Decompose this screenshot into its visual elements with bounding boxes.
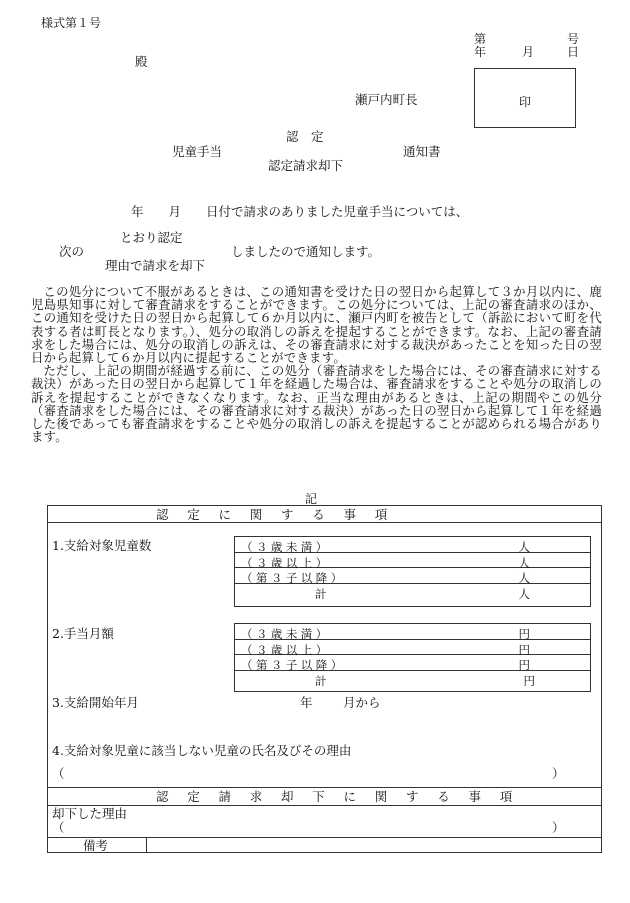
notice-text	[31, 285, 602, 443]
item4-paren-open: （	[52, 766, 65, 781]
row-label: （３歳未満）	[241, 540, 331, 554]
nintei-heading: 認 定 に 関 す る 事 項	[156, 507, 391, 522]
intro-tsugi-no: 次の	[59, 244, 85, 259]
item3-month-from: 月から	[343, 695, 381, 710]
table-row	[235, 537, 590, 553]
issuer-name: 瀬戸内町長	[355, 92, 418, 107]
item1-label: 1.支給対象児童数	[52, 538, 152, 553]
row-label: 計	[315, 586, 330, 601]
child-count-table	[234, 536, 591, 607]
addressee-suffix: 殿	[135, 54, 148, 69]
seal-mark: 印	[518, 95, 531, 109]
item3-label: 3.支給開始年月	[52, 695, 139, 710]
date-year: 年	[474, 45, 487, 59]
item4-paren-close: ）	[552, 766, 565, 781]
table-row	[235, 553, 590, 569]
divider	[146, 837, 147, 853]
row-label: （３歳未満）	[241, 627, 331, 641]
form-number: 様式第１号	[41, 16, 102, 30]
intro-middle: しましたので通知します。	[231, 244, 381, 259]
divider	[47, 522, 602, 523]
seal-box	[474, 68, 576, 128]
notice-paragraph-1: この処分について不服があるときは、この通知書を受けた日の翌日から起算して３か月以内に、鹿児島県知事に対して審査請求をすることができます。この処分については、上記の審査請求のほか、この通知を受けた日の翌日から起算して６か月以内に、瀬戸内町を被告として（訴訟において町を代表する者は町長となります。）、処分の取消しの訴えを提起することができます。なお、上記の審査請求をした場合には、処分の取消しの訴えは、その審査請求に対する裁決があったことを知った日の翌日から起算して６か月以内に提起することができます。	[31, 284, 602, 366]
table-row	[235, 671, 590, 687]
row-unit: 円	[523, 673, 535, 688]
table-row	[235, 568, 590, 584]
row-label: （第３子以降）	[241, 571, 346, 585]
row-label: （３歳以上）	[241, 555, 331, 570]
table-row	[235, 655, 590, 671]
kyakka-heading: 認 定 請 求 却 下 に 関 す る 事 項	[156, 789, 516, 804]
item4-label: 4.支給対象児童に該当しない児童の氏名及びその理由	[52, 743, 352, 758]
row-unit: 人	[518, 555, 530, 570]
row-label: 計	[315, 673, 330, 688]
title-upper: 認 定	[286, 129, 324, 144]
notice-paragraph-2: ただし、上記の期間が経過する前に、この処分（審査請求をした場合には、その審査請求に対する裁決）があった日の翌日から起算して１年を経過した場合は、審査請求をすることや処分の取消しの訴えを提起することができなくなります。なお、正当な理由があるときは、上記の期間やこの処分（審査請求をした場合には、その審査請求に対する裁決）があった日の翌日から起算して１年を経過した後であっても審査請求をすることや処分の取消しの訴えを提起することが認められる場合があります。	[31, 363, 602, 445]
intro-choice-upper: とおり認定	[120, 230, 183, 245]
divider	[47, 837, 602, 838]
date-day: 日	[567, 45, 580, 59]
number-dai: 第	[474, 32, 487, 46]
title-left: 児童手当	[172, 144, 223, 159]
ki-label: 記	[305, 492, 318, 506]
kyakka-paren-open: （	[52, 820, 65, 835]
table-row	[235, 584, 590, 600]
number-go: 号	[567, 32, 580, 46]
title-lower: 認定請求却下	[268, 158, 344, 173]
item3-year: 年	[300, 695, 313, 710]
row-label: （第３子以降）	[241, 658, 346, 672]
monthly-amount-table	[234, 623, 591, 692]
title-right: 通知書	[403, 144, 441, 159]
table-row	[235, 640, 590, 656]
row-unit: 人	[518, 540, 530, 554]
table-row	[235, 624, 590, 640]
date-month: 月	[522, 45, 535, 59]
row-unit: 人	[518, 571, 530, 585]
kyakka-reason-label: 却下した理由	[52, 806, 128, 821]
row-unit: 人	[518, 586, 530, 601]
kyakka-paren-close: ）	[552, 820, 565, 835]
row-unit: 円	[518, 642, 530, 657]
row-unit: 円	[518, 627, 530, 641]
divider	[47, 805, 602, 806]
intro-choice-lower: 理由で請求を却下	[105, 258, 206, 273]
remarks-label: 備考	[83, 838, 109, 853]
intro-date-line: 年 月 日付で請求のありました児童手当については、	[131, 204, 469, 219]
row-unit: 円	[518, 658, 530, 672]
item2-label: 2.手当月額	[52, 626, 114, 641]
divider	[47, 787, 602, 788]
row-label: （３歳以上）	[241, 642, 331, 657]
